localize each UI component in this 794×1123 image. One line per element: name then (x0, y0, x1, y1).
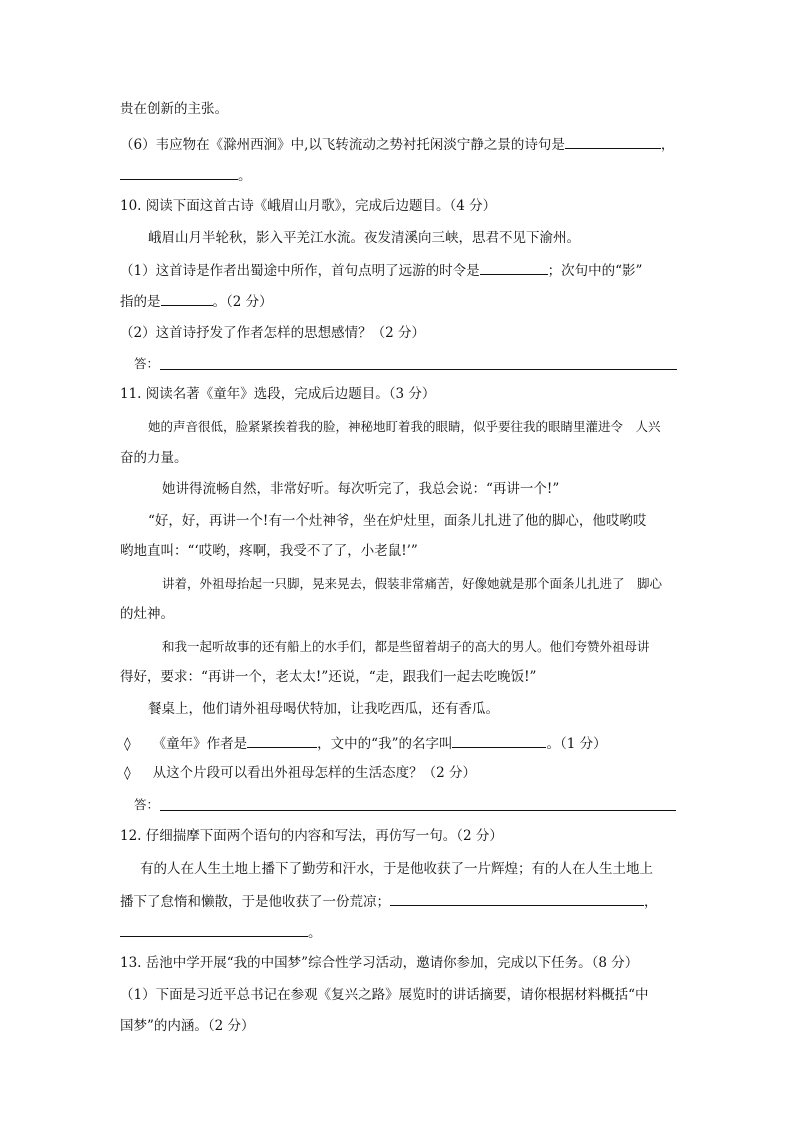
diamond-bullet-icon: ◊ (124, 765, 131, 781)
excerpt-paragraph: 得好，要求：“再讲一个，老太太!”还说，“走，跟我们一起去吃晚饭!” (120, 669, 537, 685)
question-11-heading: 11. 阅读名著《童年》选段，完成后边题目。（3 分） (120, 386, 436, 402)
excerpt-paragraph: 和我一起听故事的还有船上的水手们，都是些留着胡子的高大的男人。他们夸赞外祖母讲 (162, 639, 650, 654)
question-text: （1）这首诗是作者出蜀途中所作，首句点明了远游的时令是 (120, 263, 480, 279)
question-text: 从这个片段可以看出外祖母怎样的生活态度？（2 分） (152, 765, 477, 781)
question-text: 指的是 (120, 294, 161, 310)
excerpt-paragraph: 哟地直叫：“‘哎哟，疼啊，我受不了了，小老鼠!’” (120, 543, 418, 559)
answer-blank[interactable] (120, 922, 308, 937)
question-text: 播下了怠惰和懒散，于是他收获了一份荒凉； (120, 894, 390, 910)
punctuation: ， (644, 894, 658, 910)
answer-line[interactable] (160, 369, 677, 370)
answer-blank[interactable] (390, 891, 644, 906)
question-text: ；次句中的“影” (547, 263, 643, 279)
excerpt-paragraph: 餐桌上，他们请外祖母喝伏特加，让我吃西瓜，还有香瓜。 (148, 701, 499, 717)
answer-blank[interactable] (120, 165, 238, 180)
answer-label: 答： (134, 356, 160, 371)
sample-sentence-continuation (120, 891, 658, 911)
question-12-heading: 12. 仔细揣摩下面两个语句的内容和写法，再仿写一句。（2 分） (120, 828, 503, 844)
answer-blank[interactable] (565, 134, 661, 149)
answer-blank[interactable] (161, 291, 213, 306)
imitation-continuation (120, 922, 322, 942)
question-13-heading: 13. 岳池中学开展“我的中国梦”综合性学习活动，邀请你参加，完成以下任务。（8 分） (120, 955, 639, 971)
excerpt-paragraph: 她的声音很低，脸紧紧挨着我的脸，神秘地盯着我的眼睛，似乎要往我的眼睛里灌进令 人兴 (148, 419, 661, 434)
question-text: 。（2 分） (212, 294, 273, 310)
question-text: ，文中的“我”的名字叫 (317, 736, 453, 752)
question-text: 《童年》作者是 (152, 736, 248, 752)
excerpt-paragraph: 奋的力量。 (120, 450, 188, 466)
answer-blank[interactable] (452, 733, 546, 748)
question-13-1-continuation: 国梦”的内涵。（2 分） (120, 1018, 255, 1034)
question-10-1-continuation (120, 291, 273, 311)
question-10-heading: 10. 阅读下面这首古诗《峨眉山月歌》，完成后边题目。（4 分） (120, 198, 497, 214)
answer-blank[interactable] (247, 733, 317, 748)
excerpt-paragraph: 讲着，外祖母抬起一只脚，晃来晃去，假装非常痛苦，好像她就是那个面条儿扎进了 脚心 (162, 576, 663, 591)
punctuation: 。 (308, 925, 322, 941)
question-text: 。（1 分） (546, 736, 607, 752)
answer-label: 答： (134, 797, 160, 812)
question-10-1 (120, 260, 642, 280)
question-13-1: （1）下面是习近平总书记在参观《复兴之路》展览时的讲话摘要，请你根据材料概括“中 (120, 987, 649, 1003)
question-6-continuation (120, 165, 252, 185)
diamond-bullet-icon: ◊ (124, 736, 131, 752)
question-6-line (120, 134, 674, 154)
excerpt-paragraph: “好，好，再讲一个!有一个灶神爷，坐在炉灶里，面条儿扎进了他的脚心，他哎哟哎 (148, 513, 647, 529)
excerpt-paragraph: 她讲得流畅自然，非常好听。每次听完了，我总会说：“再讲一个!” (162, 481, 560, 497)
answer-blank[interactable] (480, 260, 548, 275)
text-line: 贵在创新的主张。 (120, 101, 228, 117)
question-text: （6）韦应物在《滁州西涧》中,以飞转流动之势衬托闲淡宁静之景的诗句是 (120, 137, 565, 153)
excerpt-paragraph: 的灶神。 (120, 606, 174, 622)
question-11-1 (124, 733, 607, 753)
question-11-2 (124, 764, 476, 782)
poem-text: 峨眉山月半轮秋，影入平羌江水流。夜发清溪向三峡，思君不见下渝州。 (148, 230, 580, 246)
question-10-2: （2）这首诗抒发了作者怎样的思想感情？（2 分） (120, 325, 425, 341)
answer-line[interactable] (160, 810, 676, 811)
punctuation: ， (660, 137, 675, 153)
punctuation: 。 (238, 168, 252, 184)
sample-sentence: 有的人在人生土地上播下了勤劳和汗水，于是他收获了一片辉煌；有的人在人生土地上 (140, 861, 653, 877)
